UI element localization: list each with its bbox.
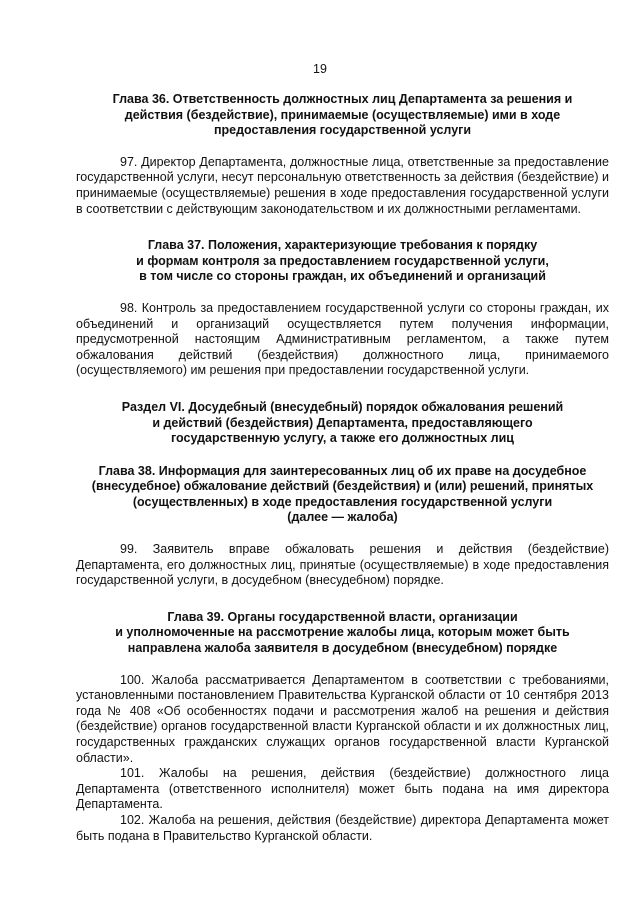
heading-line: государственную услугу, а также его должностных лиц xyxy=(171,431,514,446)
heading-line: предоставления государственной услуги xyxy=(213,123,472,138)
heading-line: и действий (бездействия) Департамента, предоставляющего xyxy=(152,415,533,430)
heading-line: и уполномоченные на рассмотрение жалобы лица, которым может быть xyxy=(115,625,570,640)
chapter-37-heading xyxy=(70,238,615,285)
paragraph-98: 98. Контроль за предоставлением государственной услуги со стороны граждан, их объединений и организаций осуществляется путем получения информации, предусмотренной настоящим Административным регламентом, а также путем обжалования действий (бездействия) должностного лица, принимаемого (осуществляемого) им решения при предоставлении государственной услуги. xyxy=(76,300,609,378)
heading-line: Глава 37. Положения, характеризующие требования к порядку xyxy=(147,238,538,253)
chapter-36-heading xyxy=(70,92,615,139)
heading-line: действия (бездействие), принимаемые (осуществляемые) ими в ходе xyxy=(124,107,561,122)
heading-line: (осуществленных) в ходе предоставления государственной услуги xyxy=(132,494,553,509)
document-body xyxy=(76,92,609,844)
page-number: 19 xyxy=(313,62,327,76)
heading-line: в том числе со стороны граждан, их объединений и организаций xyxy=(139,269,546,284)
paragraph-102: 102. Жалоба на решения, действия (бездействие) директора Департамента может быть подана в Правительство Курганской области. xyxy=(76,812,609,843)
heading-line: (далее — жалоба) xyxy=(287,510,398,525)
heading-line: и формам контроля за предоставлением государственной услуги, xyxy=(136,253,549,268)
heading-line: (внесудебное) обжалование действий (бездействия) и (или) решений, принятых xyxy=(91,479,594,494)
paragraph-99: 99. Заявитель вправе обжаловать решения и действия (бездействие) Департамента, его должностных лиц, принятые (осуществляемые) в ходе предоставления государственной услуги, в досудебном (внесудебном) порядке. xyxy=(76,542,609,588)
paragraph-101: 101. Жалобы на решения, действия (бездействие) должностного лица Департамента (ответственного исполнителя) может быть подана на имя директора Департамента. xyxy=(76,766,609,812)
paragraph-97: 97. Директор Департамента, должностные лица, ответственные за предоставление государственной услуги, несут персональную ответственность за действия (бездействие) и принимаемые (осуществляемые) решения в ходе предоставления государственной услуги в соответствии с действующим законодательством и их должностными регламентами. xyxy=(76,154,609,216)
heading-line: Глава 39. Органы государственной власти, организации xyxy=(167,609,518,624)
section-6-heading xyxy=(70,400,615,447)
heading-line: Раздел VI. Досудебный (внесудебный) порядок обжалования решений xyxy=(121,399,564,414)
paragraph-100: 100. Жалоба рассматривается Департаментом в соответствии с требованиями, установленными постановлением Правительства Курганской области от 10 сентября 2013 года № 408 «Об особенностях подачи и рассмотрения жалоб на решения и действия (бездействие) органов государственной власти Курганской области и их должностных лиц, государственных гражданских служащих органов государственной власти Курганской области». xyxy=(76,672,609,765)
chapter-39-heading xyxy=(70,610,615,657)
heading-line: направлена жалоба заявителя в досудебном (внесудебном) порядке xyxy=(127,641,558,656)
chapter-38-heading xyxy=(70,464,615,526)
heading-line: Глава 36. Ответственность должностных лиц Департамента за решения и xyxy=(112,92,573,106)
heading-line: Глава 38. Информация для заинтересованных лиц об их праве на досудебное xyxy=(98,463,587,478)
